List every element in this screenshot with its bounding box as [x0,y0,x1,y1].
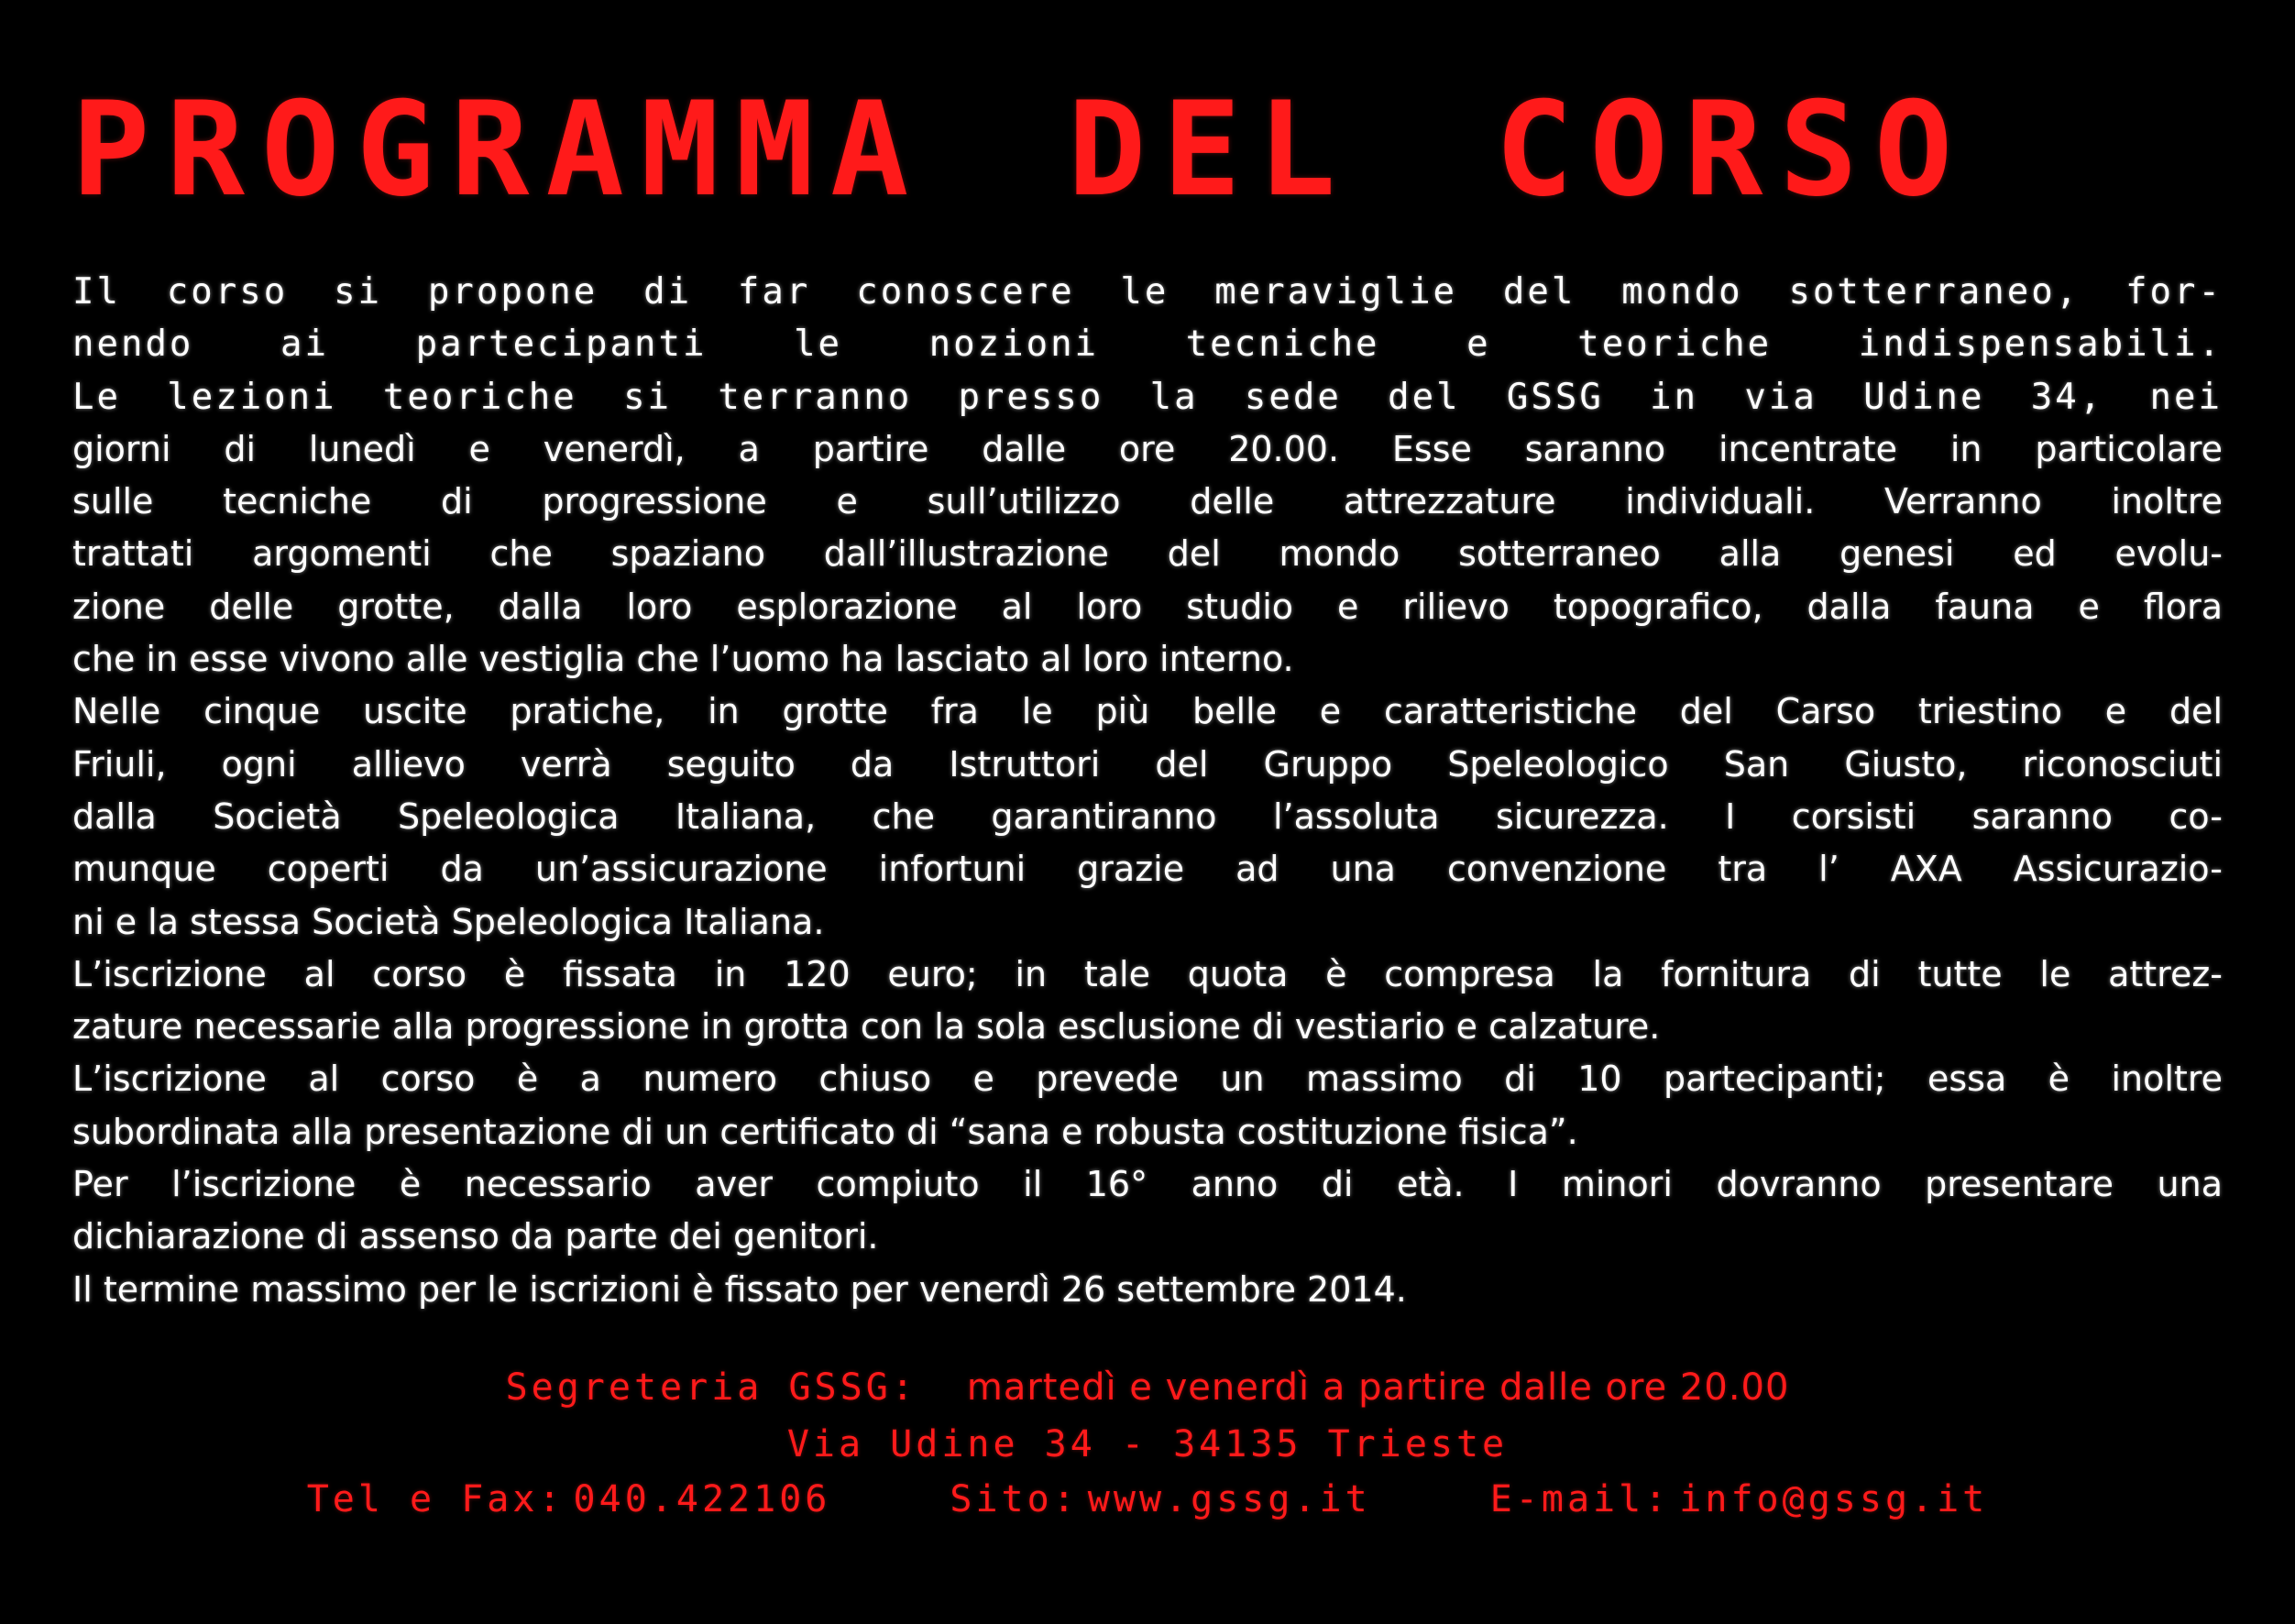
body-line: ni e la stessa Società Speleologica Italiana. [72,901,825,942]
footer-address [0,1422,2295,1465]
body-line: munque coperti da un’assicurazione infortuni grazie ad una convenzione tra l’ AXA Assicurazio- [72,849,2223,890]
email-label: E-mail: [1489,1478,1671,1520]
address: Via Udine 34 - 34135 Trieste [786,1423,1509,1465]
body-line: giorni di lunedì e venerdì, a partire dalle ore 20.00. Esse saranno incentrate in particolare [72,428,2223,469]
body-line: dichiarazione di assenso da parte dei genitori. [72,1216,879,1257]
body-line: dalla Società Speleologica Italiana, che garantiranno l’assoluta sicurezza. I corsisti saranno co- [72,796,2223,837]
body-line: Nelle cinque uscite pratiche, in grotte fra le più belle e caratteristiche del Carso triestino e del [72,691,2223,732]
site-label: Sito: [950,1478,1079,1520]
page-title: PROGRAMMA DEL CORSO [71,74,1970,225]
body-line: subordinata alla presentazione di un certificato di “sana e robusta costituzione fisica”. [72,1111,1578,1152]
site-link[interactable]: www.gssg.it [1087,1478,1371,1520]
body-line: zature necessarie alla progressione in grotta con la sola esclusione di vestiario e calzature. [72,1006,1661,1048]
body-line: nendo ai partecipanti le nozioni tecniche e teoriche indispensabili. [72,324,2223,366]
phone-value: 040.422106 [573,1478,831,1520]
body-line: Il termine massimo per le iscrizioni è fissato per venerdì 26 settembre 2014. [72,1268,1407,1310]
body-line: zione delle grotte, dalla loro esplorazione al loro studio e rilievo topografico, dalla fauna e flora [72,586,2223,627]
secretariat-label: Segreteria GSSG: [505,1366,917,1409]
body-line: sulle tecniche di progressione e sull’utilizzo delle attrezzature individuali. Verranno inoltre [72,481,2223,522]
secretariat-hours: martedì e venerdì a partire dalle ore 20.00 [966,1366,1790,1409]
course-description [72,266,2223,1316]
body-line: che in esse vivono alle vestiglia che l’uomo ha lasciato al loro interno. [72,639,1294,680]
body-line: Il corso si propone di far conoscere le meraviglie del mondo sotterraneo, for- [72,271,2223,313]
body-line: Friuli, ogni allievo verrà seguito da Istruttori del Gruppo Speleologico San Giusto, riconosciuti [72,743,2223,785]
phone-label: Tel e Fax: [306,1478,565,1520]
body-line: L’iscrizione al corso è a numero chiuso e prevede un massimo di 10 partecipanti; essa è inoltre [72,1059,2223,1100]
body-line: Le lezioni teoriche si terranno presso la sede del GSSG in via Udine 34, nei [72,376,2223,418]
email-link[interactable]: info@gssg.it [1679,1478,1989,1520]
body-line: Per l’iscrizione è necessario aver compiuto il 16° anno di età. I minori dovranno presentare una [72,1164,2223,1205]
body-line: L’iscrizione al corso è fissata in 120 euro; in tale quota è compresa la fornitura di tutte le attrez- [72,953,2223,994]
footer-contacts [0,1477,2295,1520]
body-line: trattati argomenti che spaziano dall’illustrazione del mondo sotterraneo alla genesi ed evolu- [72,533,2223,575]
footer-secretariat [0,1366,2295,1409]
